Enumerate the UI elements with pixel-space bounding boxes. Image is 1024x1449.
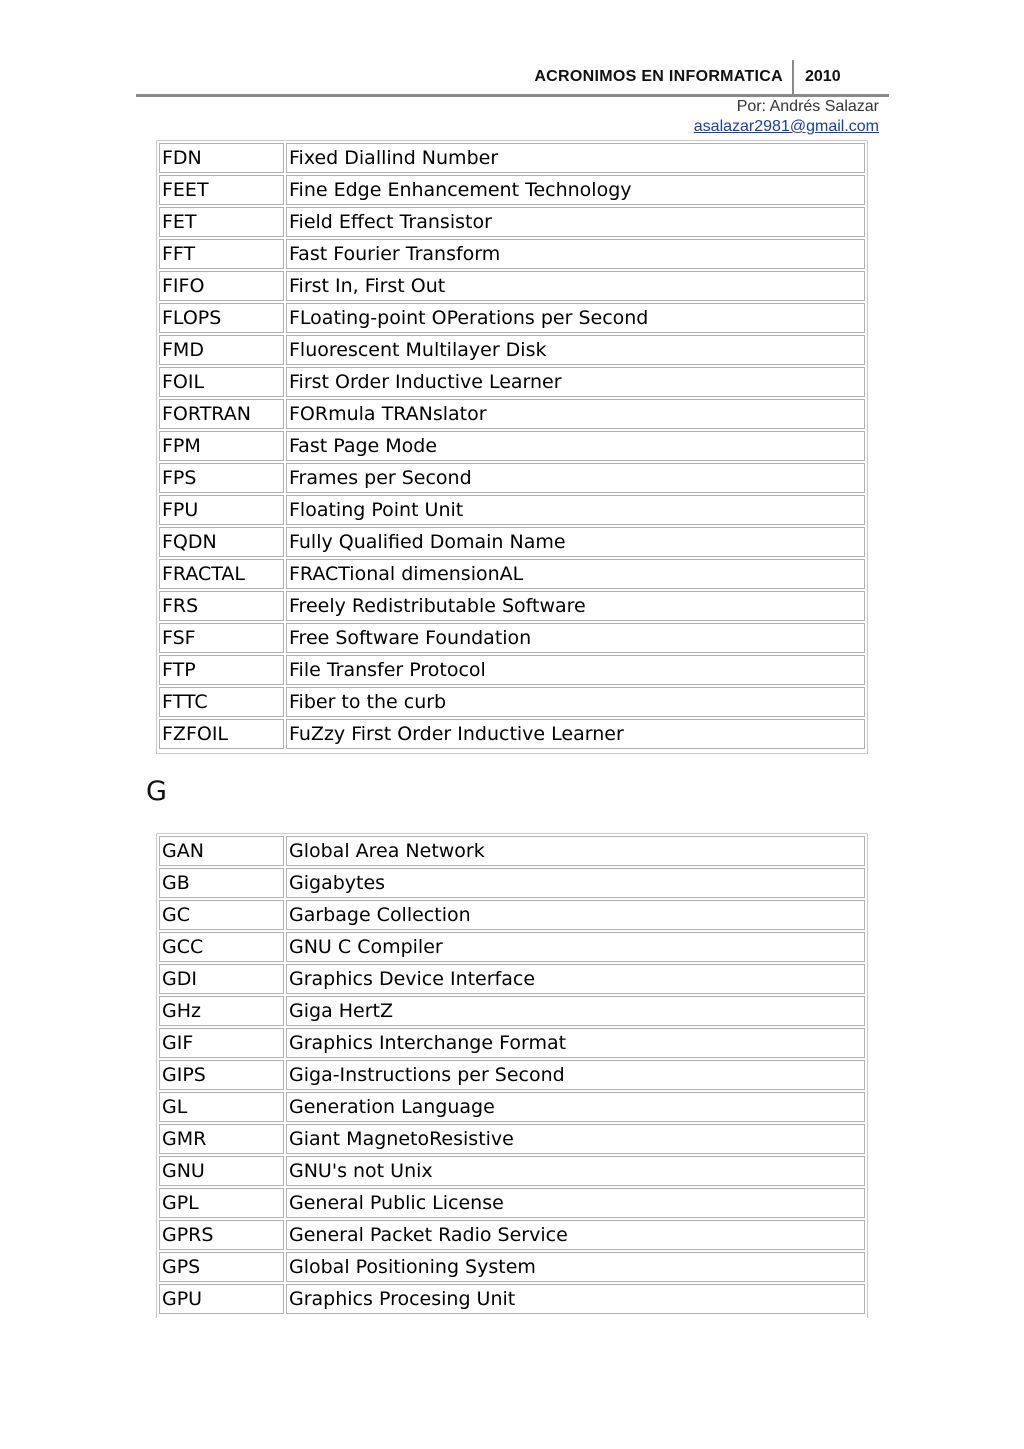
acronym-cell: GMR xyxy=(159,1124,284,1154)
table-row xyxy=(159,1284,865,1314)
meaning-cell: Graphics Device Interface xyxy=(286,964,865,994)
acronym-cell: GNU xyxy=(159,1156,284,1186)
table-row xyxy=(159,207,865,237)
meaning-cell: Giga HertZ xyxy=(286,996,865,1026)
table-row xyxy=(159,239,865,269)
meaning-cell: FRACTional dimensionAL xyxy=(286,559,865,589)
table-row xyxy=(159,303,865,333)
acronym-cell: GAN xyxy=(159,836,284,866)
section-heading-g: G xyxy=(146,776,167,807)
meaning-cell: Global Area Network xyxy=(286,836,865,866)
meaning-cell: Freely Redistributable Software xyxy=(286,591,865,621)
acronym-cell: FEET xyxy=(159,175,284,205)
meaning-cell: Fixed Diallind Number xyxy=(286,143,865,173)
table-row xyxy=(159,495,865,525)
meaning-cell: General Public License xyxy=(286,1188,865,1218)
acronym-cell: FLOPS xyxy=(159,303,284,333)
header-divider xyxy=(792,60,794,96)
acronym-cell: GDI xyxy=(159,964,284,994)
table-row xyxy=(159,1124,865,1154)
table-row xyxy=(159,868,865,898)
meaning-cell: Frames per Second xyxy=(286,463,865,493)
author-line: Por: Andrés Salazar xyxy=(736,98,879,115)
acronym-cell: GPL xyxy=(159,1188,284,1218)
acronym-cell: FDN xyxy=(159,143,284,173)
meaning-cell: Gigabytes xyxy=(286,868,865,898)
meaning-cell: Fast Fourier Transform xyxy=(286,239,865,269)
table-row xyxy=(159,1188,865,1218)
meaning-cell: First In, First Out xyxy=(286,271,865,301)
acronym-cell: FOIL xyxy=(159,367,284,397)
acronym-cell: FORTRAN xyxy=(159,399,284,429)
acronym-cell: FMD xyxy=(159,335,284,365)
meaning-cell: Graphics Procesing Unit xyxy=(286,1284,865,1314)
table-row xyxy=(159,719,865,749)
table-row xyxy=(159,591,865,621)
meaning-cell: Fiber to the curb xyxy=(286,687,865,717)
acronym-cell: FET xyxy=(159,207,284,237)
meaning-cell: Fluorescent Multilayer Disk xyxy=(286,335,865,365)
table-row xyxy=(159,1092,865,1122)
acronym-cell: GC xyxy=(159,900,284,930)
table-row xyxy=(159,559,865,589)
table-row xyxy=(159,527,865,557)
table-row xyxy=(159,687,865,717)
table-row xyxy=(159,964,865,994)
acronym-cell: FZFOIL xyxy=(159,719,284,749)
meaning-cell: Graphics Interchange Format xyxy=(286,1028,865,1058)
acronym-cell: GIF xyxy=(159,1028,284,1058)
meaning-cell: GNU's not Unix xyxy=(286,1156,865,1186)
acronym-cell: GB xyxy=(159,868,284,898)
table-row xyxy=(159,335,865,365)
meaning-cell: GNU C Compiler xyxy=(286,932,865,962)
acronym-cell: FFT xyxy=(159,239,284,269)
meaning-cell: Free Software Foundation xyxy=(286,623,865,653)
meaning-cell: FuZzy First Order Inductive Learner xyxy=(286,719,865,749)
table-row xyxy=(159,175,865,205)
meaning-cell: Generation Language xyxy=(286,1092,865,1122)
acronym-cell: GHz xyxy=(159,996,284,1026)
meaning-cell: FORmula TRANslator xyxy=(286,399,865,429)
acronym-cell: FIFO xyxy=(159,271,284,301)
meaning-cell: Global Positioning System xyxy=(286,1252,865,1282)
acronym-cell: FQDN xyxy=(159,527,284,557)
acronym-cell: GPS xyxy=(159,1252,284,1282)
meaning-cell: General Packet Radio Service xyxy=(286,1220,865,1250)
table-row xyxy=(159,996,865,1026)
acronym-cell: GL xyxy=(159,1092,284,1122)
meaning-cell: Field Effect Transistor xyxy=(286,207,865,237)
document-year: 2010 xyxy=(805,68,841,85)
table-row xyxy=(159,900,865,930)
table-row xyxy=(159,143,865,173)
table-row xyxy=(159,836,865,866)
acronym-cell: FRS xyxy=(159,591,284,621)
document-title: ACRONIMOS EN INFORMATICA xyxy=(534,68,783,85)
meaning-cell: Fully Qualified Domain Name xyxy=(286,527,865,557)
acronym-cell: FTP xyxy=(159,655,284,685)
meaning-cell: Garbage Collection xyxy=(286,900,865,930)
table-row xyxy=(159,431,865,461)
table-row xyxy=(159,367,865,397)
meaning-cell: Fine Edge Enhancement Technology xyxy=(286,175,865,205)
table-row xyxy=(159,1220,865,1250)
acronym-cell: FTTC xyxy=(159,687,284,717)
acronym-table-g xyxy=(156,833,868,1318)
acronym-cell: FPU xyxy=(159,495,284,525)
acronym-cell: FPM xyxy=(159,431,284,461)
acronym-cell: GPU xyxy=(159,1284,284,1314)
acronym-cell: FPS xyxy=(159,463,284,493)
header-rule xyxy=(136,94,889,97)
table-row xyxy=(159,271,865,301)
table-row xyxy=(159,932,865,962)
table-row xyxy=(159,1028,865,1058)
acronym-cell: GIPS xyxy=(159,1060,284,1090)
author-email-link[interactable]: asalazar2981@gmail.com xyxy=(693,118,879,135)
table-row xyxy=(159,1156,865,1186)
meaning-cell: File Transfer Protocol xyxy=(286,655,865,685)
table-row xyxy=(159,463,865,493)
table-row xyxy=(159,1060,865,1090)
meaning-cell: Floating Point Unit xyxy=(286,495,865,525)
acronym-table-f xyxy=(156,140,868,754)
table-row xyxy=(159,655,865,685)
acronym-cell: GCC xyxy=(159,932,284,962)
acronym-cell: FSF xyxy=(159,623,284,653)
meaning-cell: Giga-Instructions per Second xyxy=(286,1060,865,1090)
acronym-cell: FRACTAL xyxy=(159,559,284,589)
meaning-cell: FLoating-point OPerations per Second xyxy=(286,303,865,333)
meaning-cell: Giant MagnetoResistive xyxy=(286,1124,865,1154)
table-row xyxy=(159,1252,865,1282)
table-row xyxy=(159,399,865,429)
page-header xyxy=(0,0,1024,140)
acronym-cell: GPRS xyxy=(159,1220,284,1250)
meaning-cell: First Order Inductive Learner xyxy=(286,367,865,397)
table-row xyxy=(159,623,865,653)
meaning-cell: Fast Page Mode xyxy=(286,431,865,461)
